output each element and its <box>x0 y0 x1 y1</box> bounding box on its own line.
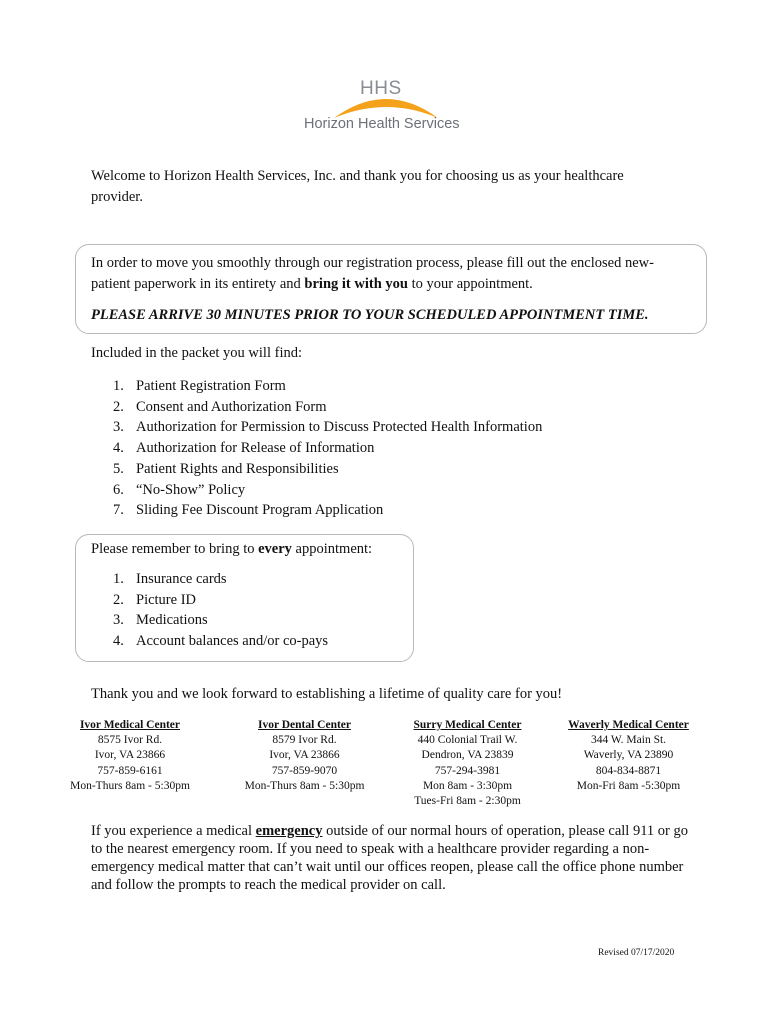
location-name: Surry Medical Center <box>413 719 522 731</box>
location-name: Waverly Medical Center <box>568 719 689 731</box>
list-item: 3. Medications <box>113 612 208 629</box>
location-city: Dendron, VA 23839 <box>421 749 514 762</box>
emergency-emphasis: emergency <box>255 823 323 839</box>
location-ivor-medical <box>60 718 200 794</box>
list-item: 7. Sliding Fee Discount Program Application <box>113 502 384 519</box>
registration-instructions <box>91 253 691 295</box>
location-hours: Mon-Thurs 8am - 5:30pm <box>70 779 190 792</box>
list-item: 4. Authorization for Release of Information <box>113 440 375 457</box>
location-ivor-dental <box>232 718 377 794</box>
instructions-bold: bring it with you <box>304 276 408 292</box>
arrival-notice: PLEASE ARRIVE 30 MINUTES PRIOR TO YOUR SCHEDULED APPOINTMENT TIME. <box>91 307 649 323</box>
location-hours: Mon-Thurs 8am - 5:30pm <box>244 779 365 792</box>
revised-date: Revised 07/17/2020 <box>598 948 675 958</box>
location-phone: 804-834-8871 <box>595 764 662 777</box>
location-waverly-medical <box>556 718 701 794</box>
thank-you-text: Thank you and we look forward to establishing a lifetime of quality care for you! <box>91 686 563 702</box>
location-city: Waverly, VA 23890 <box>583 749 674 762</box>
location-phone: 757-294-3981 <box>434 764 501 777</box>
instructions-text-after: to your appointment. <box>407 276 533 292</box>
location-name: Ivor Medical Center <box>79 719 181 731</box>
instructions-text-before: In order to move you smoothly through our registration process, please fill out the enclosed new-patient paperwork in its entirety and <box>91 255 654 292</box>
list-item: 2. Consent and Authorization Form <box>113 398 327 415</box>
location-address: 8579 Ivor Rd. <box>272 734 337 747</box>
packet-list <box>91 376 542 521</box>
list-item: 2. Picture ID <box>113 591 196 608</box>
location-city: Ivor, VA 23866 <box>94 749 166 762</box>
list-item: 6. “No-Show” Policy <box>113 481 246 498</box>
location-hours: Tues-Fri 8am - 2:30pm <box>414 795 521 808</box>
list-item: 5. Patient Rights and Responsibilities <box>113 460 339 477</box>
welcome-text: Welcome to Horizon Health Services, Inc. and thank you for choosing us as your healthcare provider. <box>91 168 624 205</box>
bring-list <box>91 569 328 652</box>
location-name: Ivor Dental Center <box>257 719 352 731</box>
location-city: Ivor, VA 23866 <box>269 749 340 762</box>
packet-intro: Included in the packet you will find: <box>91 345 303 361</box>
hhs-logo <box>300 74 472 138</box>
logo-acronym: HHS <box>360 78 402 99</box>
location-hours: Mon-Fri 8am -5:30pm <box>576 779 681 792</box>
location-phone: 757-859-9070 <box>271 764 338 777</box>
emergency-info: If you experience a medical emergency outside of our normal hours of operation, please call 911 or go to the nearest emergency room. If you need to speak with a healthcare provider regarding a non-emergency medical matter that can’t wait until our offices reopen, please call the office phone number and follow the prompts to reach the medical provider on call. <box>91 823 688 893</box>
list-item: 3. Authorization for Permission to Discuss Protected Health Information <box>113 419 543 436</box>
location-hours: Mon 8am - 3:30pm <box>422 779 513 792</box>
list-item: 4. Account balances and/or co-pays <box>113 633 329 650</box>
logo-name: Horizon Health Services <box>304 116 460 132</box>
list-item: 1. Insurance cards <box>113 571 227 587</box>
location-surry-medical <box>395 718 540 809</box>
location-address: 8575 Ivor Rd. <box>97 734 163 747</box>
bring-intro: Please remember to bring to every appointment: <box>91 541 373 557</box>
list-item: 1. Patient Registration Form <box>113 378 286 394</box>
location-phone: 757-859-6161 <box>97 764 163 777</box>
locations <box>60 718 740 818</box>
location-address: 440 Colonial Trail W. <box>417 734 518 747</box>
location-address: 344 W. Main St. <box>590 734 667 747</box>
